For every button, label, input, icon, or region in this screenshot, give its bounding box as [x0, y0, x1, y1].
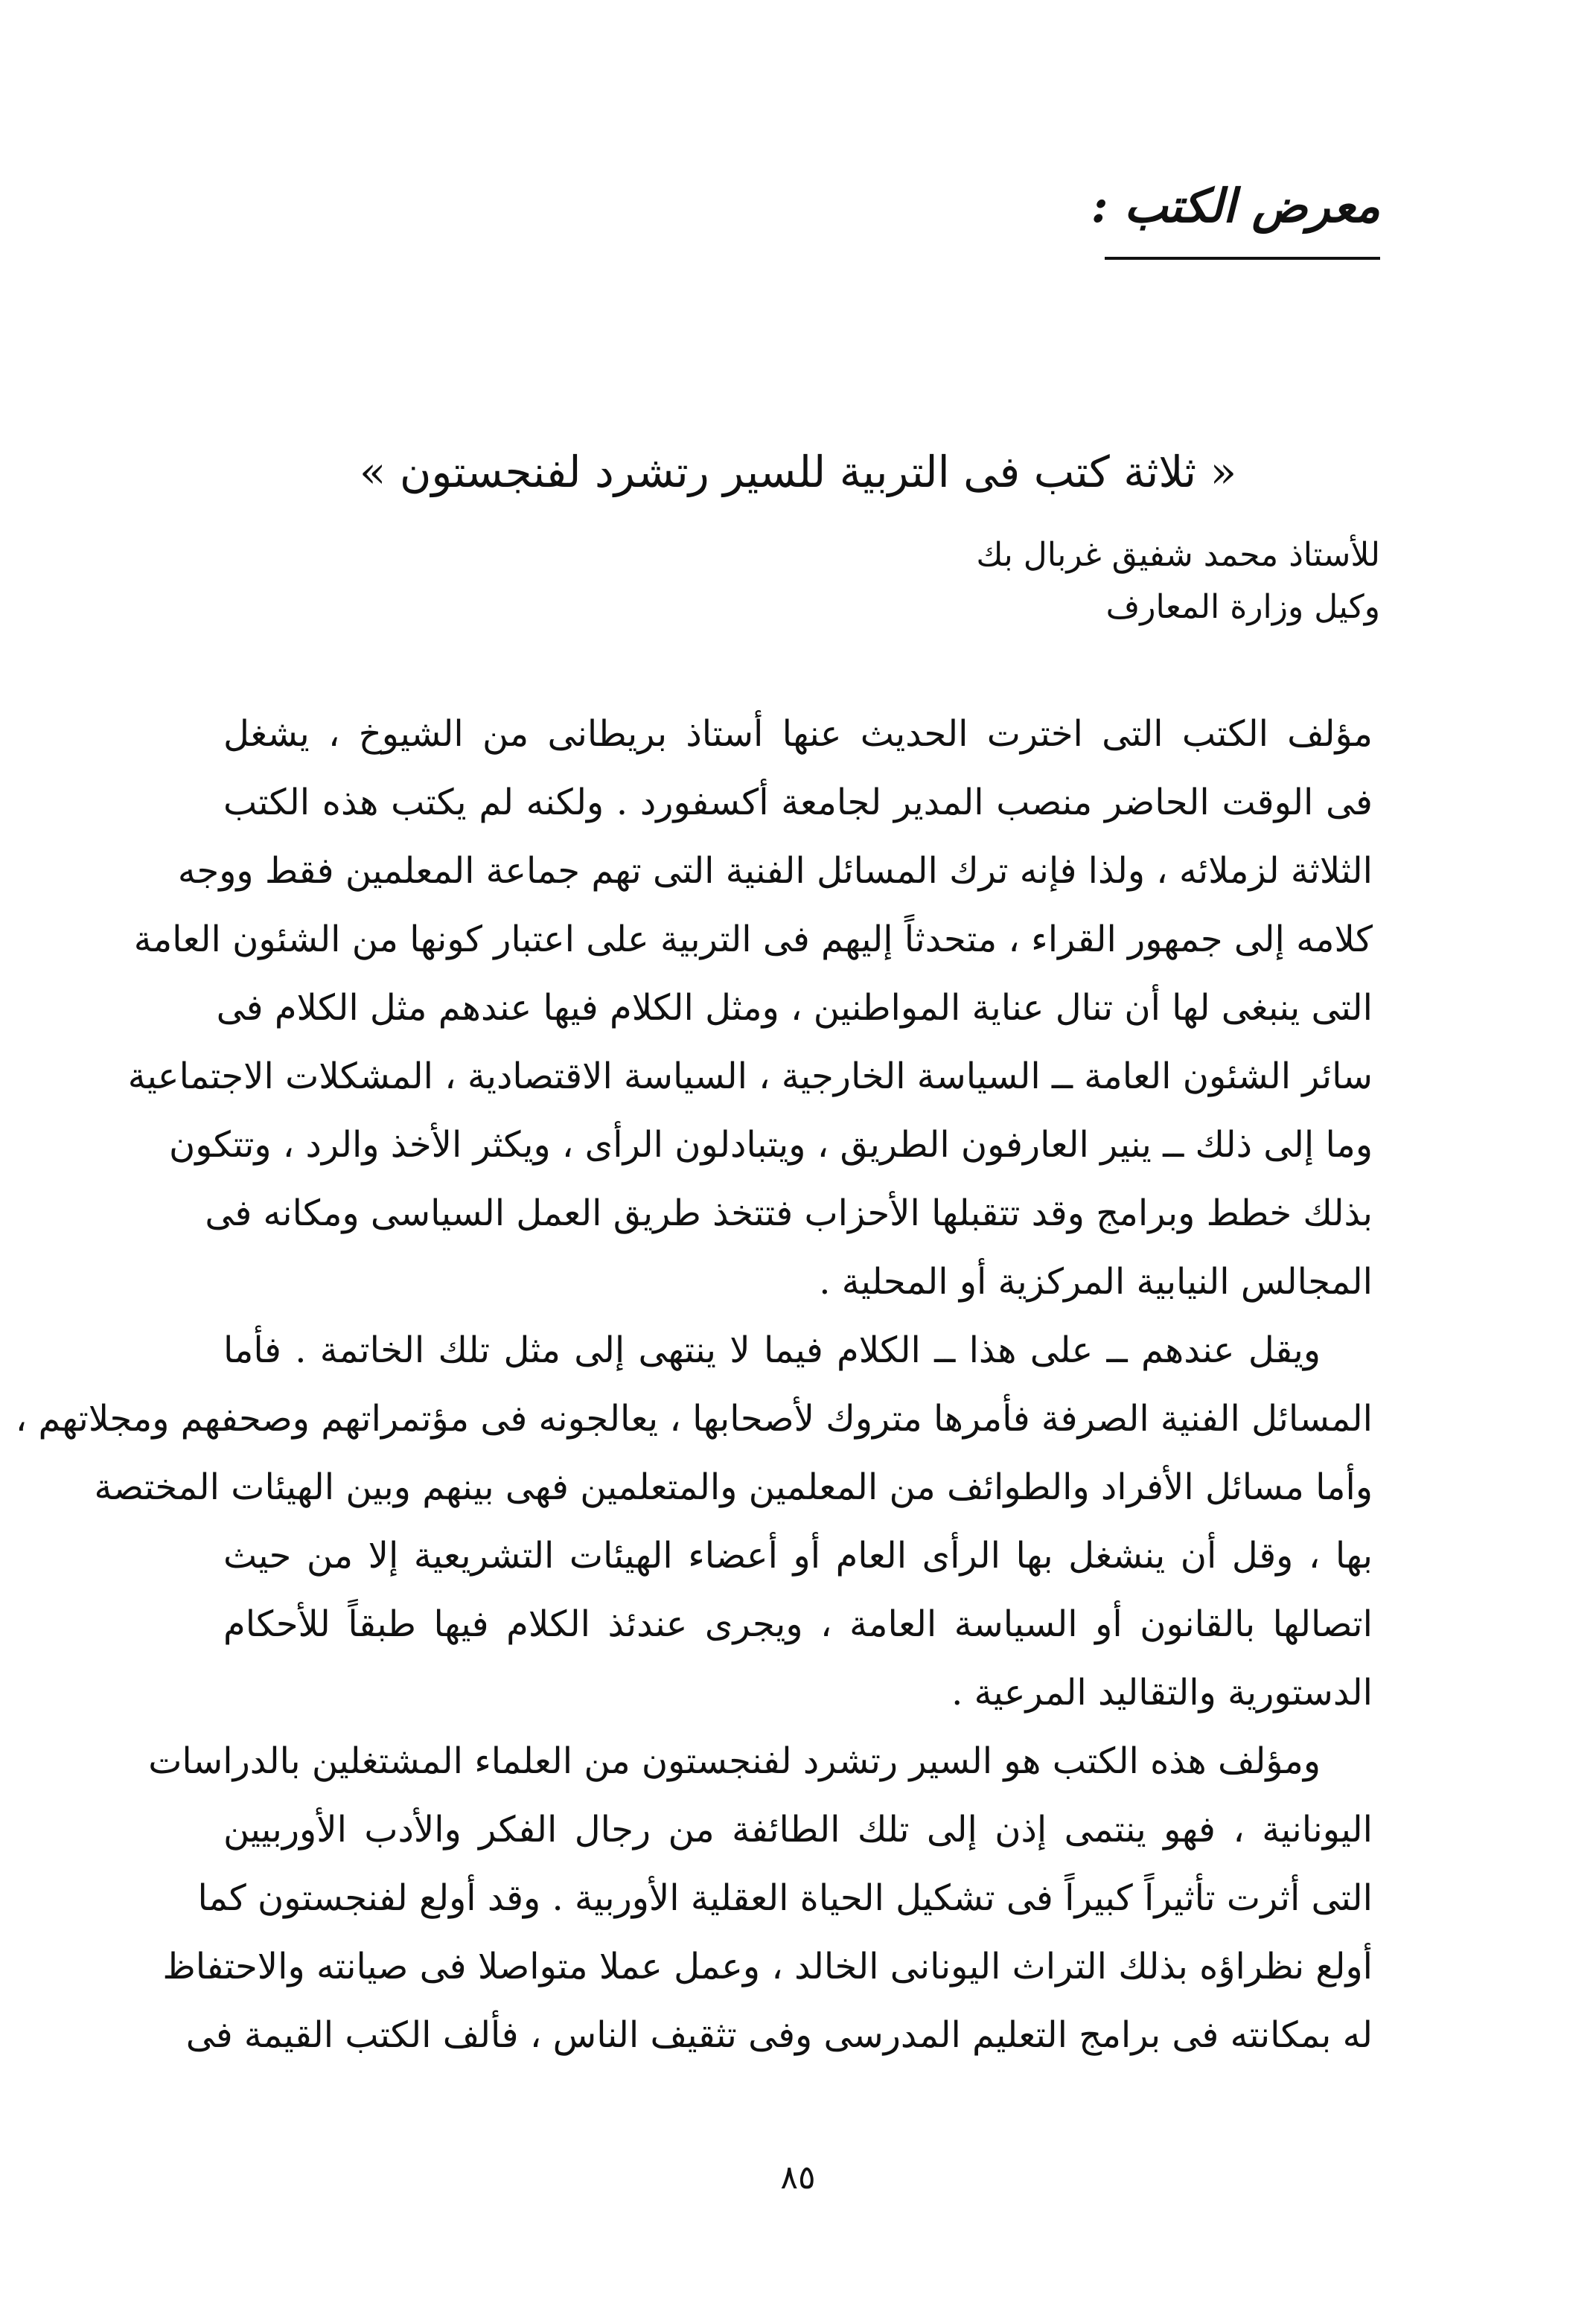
body-line: ومؤلف هذه الكتب هو السير رتشرد لفنجستون من العلماء المشتغلين بالدراسات: [148, 1740, 1321, 1782]
page-number: ٨٥: [780, 2159, 816, 2197]
body-line: وأما مسائل الأفراد والطوائف من المعلمين والمتعلمين فهى بينهم وبين الهيئات المختصة: [94, 1466, 1373, 1508]
body-line: التى ينبغى لها أن تنال عناية المواطنين ، ومثل الكلام فيها عندهم مثل الكلام فى: [216, 987, 1373, 1029]
body-line: أولع نظراؤه بذلك التراث اليونانى الخالد ، وعمل عملا متواصلا فى صيانته والاحتفاظ: [162, 1946, 1373, 1987]
body-line: المسائل الفنية الصرفة فأمرها متروك لأصحابها ، يعالجونه فى مؤتمراتهم وصحفهم ومجلاتهم ،: [15, 1398, 1373, 1440]
author-name: للأستاذ محمد شفيق غربال بك: [976, 536, 1380, 574]
body-line: سائر الشئون العامة ــ السياسة الخارجية ، السياسة الاقتصادية ، المشكلات الاجتماعية: [127, 1056, 1373, 1097]
body-line: وما إلى ذلك ــ ينير العارفون الطريق ، ويتبادلون الرأى ، ويكثر الأخذ والرد ، وتتكون: [168, 1124, 1373, 1166]
body-line: ويقل عندهم ــ على هذا ــ الكلام فيما لا ينتهى إلى مثل تلك الخاتمة . فأما: [223, 1329, 1321, 1371]
article-body: [15, 700, 1373, 2069]
body-line: كلامه إلى جمهور القراء ، متحدثاً إليهم فى التربية على اعتبار كونها من الشئون العامة: [133, 919, 1373, 960]
section-header: معرض الكتب :: [1091, 179, 1380, 233]
article-title: « ثلاثة كتب فى التربية للسير رتشرد لفنجستون »: [359, 447, 1237, 497]
body-line: المجالس النيابية المركزية أو المحلية .: [819, 1261, 1373, 1303]
body-line: بذلك خطط وبرامج وقد تتقبلها الأحزاب فتتخذ طريق العمل السياسى ومكانه فى: [205, 1192, 1373, 1234]
body-line: اليونانية ، فهو ينتمى إذن إلى تلك الطائفة من رجال الفكر والأدب الأوربيين: [223, 1809, 1373, 1850]
body-line: اتصالها بالقانون أو السياسة العامة ، ويجرى عندئذ الكلام فيها طبقاً للأحكام: [223, 1603, 1373, 1645]
body-line: بها ، وقل أن ينشغل بها الرأى العام أو أعضاء الهيئات التشريعية إلا من حيث: [223, 1535, 1373, 1577]
section-header-underline: [1105, 257, 1380, 260]
body-line: الدستورية والتقاليد المرعية .: [951, 1672, 1373, 1714]
body-line: التى أثرت تأثيراً كبيراً فى تشكيل الحياة العقلية الأوربية . وقد أولع لفنجستون كما: [197, 1877, 1373, 1919]
author-role: وكيل وزارة المعارف: [1105, 588, 1380, 626]
body-line: مؤلف الكتب التى اخترت الحديث عنها أستاذ بريطانى من الشيوخ ، يشغل: [223, 713, 1373, 755]
body-line: له بمكانته فى برامج التعليم المدرسى وفى تثقيف الناس ، فألف الكتب القيمة فى: [185, 2014, 1373, 2056]
body-line: فى الوقت الحاضر منصب المدير لجامعة أكسفورد . ولكنه لم يكتب هذه الكتب: [223, 782, 1373, 823]
body-line: الثلاثة لزملائه ، ولذا فإنه ترك المسائل الفنية التى تهم جماعة المعلمين فقط ووجه: [177, 850, 1373, 892]
